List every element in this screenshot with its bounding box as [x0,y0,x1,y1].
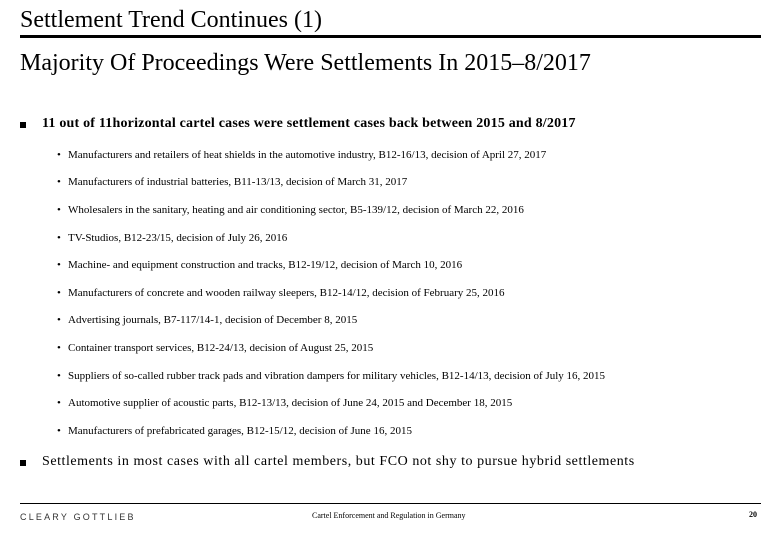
bullet-dot-icon: • [57,204,61,216]
cleary-gottlieb-logo: CLEARY GOTTLIEB [20,512,136,522]
case-text: Machine- and equipment construction and tracks, B12-19/12, decision of March 10, 2016 [68,259,463,271]
case-text: Manufacturers of concrete and wooden railway sleepers, B12-14/12, decision of February 25, 2016 [68,287,505,299]
main-bullet-2-text: Settlements in most cases with all cartel members, but FCO not shy to pursue hybrid settlements [42,454,635,469]
slide-subtitle: Majority Of Proceedings Were Settlements In 2015–8/2017 [20,50,591,76]
bullet-dot-icon: • [57,425,61,437]
case-text: Container transport services, B12-24/13, decision of August 25, 2015 [68,342,374,354]
case-text: Wholesalers in the sanitary, heating and air conditioning sector, B5-139/12, decision of March 22, 2016 [68,204,524,216]
square-bullet-icon [20,460,26,466]
bullet-dot-icon: • [57,314,61,326]
bullet-dot-icon: • [57,342,61,354]
footer-divider [20,503,761,504]
main-bullet-1-text: 11 out of 11horizontal cartel cases were settlement cases back between 2015 and 8/2017 [42,116,576,131]
case-text: Suppliers of so-called rubber track pads and vibration dampers for military vehicles, B12-14/13, decision of July 16, 2015 [68,370,606,382]
footer-title: Cartel Enforcement and Regulation in Germany [312,511,466,520]
case-text: Automotive supplier of acoustic parts, B12-13/13, decision of June 24, 2015 and December 18, 2015 [68,397,513,409]
case-text: TV-Studios, B12-23/15, decision of July 26, 2016 [68,232,288,244]
bullet-dot-icon: • [57,232,61,244]
bullet-dot-icon: • [57,287,61,299]
page-number: 20 [749,510,757,519]
slide-title: Settlement Trend Continues (1) [20,7,322,33]
bullet-dot-icon: • [57,397,61,409]
case-text: Manufacturers of prefabricated garages, B12-15/12, decision of June 16, 2015 [68,425,412,437]
case-text: Manufacturers and retailers of heat shields in the automotive industry, B12-16/13, decision of April 27, 2017 [68,149,547,161]
square-bullet-icon [20,122,26,128]
case-text: Advertising journals, B7-117/14-1, decision of December 8, 2015 [68,314,358,326]
bullet-dot-icon: • [57,370,61,382]
bullet-dot-icon: • [57,176,61,188]
bullet-dot-icon: • [57,259,61,271]
case-text: Manufacturers of industrial batteries, B11-13/13, decision of March 31, 2017 [68,176,408,188]
bullet-dot-icon: • [57,149,61,161]
title-divider [20,35,761,38]
